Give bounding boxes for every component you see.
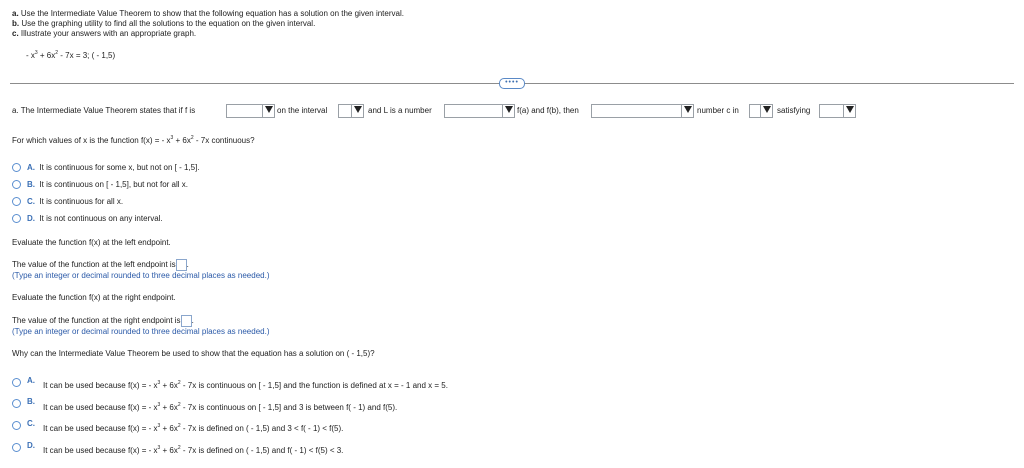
continuity-option-b[interactable]: B. It is continuous on [ - 1,5], but not for all x. [27,180,188,189]
instruction-c-label: c. [12,29,19,38]
left-eval-prompt: Evaluate the function f(x) at the left endpoint. [12,238,171,247]
why-option-b-radio[interactable] [12,399,21,408]
why-option-d[interactable]: It can be used because f(x) = - $x^3 + 6x^2 - 7x$ is defined on ( - 1,5) and f( - 1) < f(5) < 3. [43,445,344,455]
instruction-c [12,29,196,39]
ivt-text-start: a. The Intermediate Value Theorem states that if f is [12,106,196,115]
ivt-text-number-c: number c in [697,106,739,115]
right-endpoint-answer-input[interactable] [181,315,192,327]
continuity-option-c-radio[interactable] [12,197,21,206]
continuity-option-b-radio[interactable] [12,180,21,189]
continuity-option-a[interactable]: A. It is continuous for some x, but not on [ - 1,5]. [27,163,200,172]
why-option-a[interactable]: It can be used because f(x) = - $x^3 + 6x^2 - 7x$ is continuous on [ - 1,5] and the function is defined at x = - 1 and x = 5. [43,380,448,390]
instruction-b-label: b. [12,19,20,28]
ivt-text-on-interval: on the interval [277,106,328,115]
ivt-text-satisfying: satisfying [777,106,811,115]
left-eval-hint: (Type an integer or decimal rounded to three decimal places as needed.) [12,271,270,280]
ivt-dropdown-3[interactable] [444,104,515,118]
continuity-option-a-radio[interactable] [12,163,21,172]
why-option-c-radio[interactable] [12,421,21,430]
ivt-text-and-l: and L is a number [368,106,432,115]
instruction-a-text: Use the Intermediate Value Theorem to show that the following equation has a solution on the given interval. [20,9,404,18]
continuity-option-d-radio[interactable] [12,214,21,223]
why-option-d-radio[interactable] [12,443,21,452]
why-option-a-letter: A. [27,376,35,385]
right-eval-prompt: Evaluate the function f(x) at the right endpoint. [12,293,176,302]
instruction-a-label: a. [12,9,19,18]
chevron-down-icon [763,106,771,113]
instruction-b [12,19,315,29]
instruction-b-text: Use the graphing utility to find all the solutions to the equation on the given interval. [21,19,316,28]
instruction-c-text: Illustrate your answers with an appropriate graph. [20,29,197,38]
continuity-question: For which values of x is the function f(x) = - $x^3 + 6x^2 - 7x$ continuous? [12,135,255,145]
chevron-down-icon [505,106,513,113]
continuity-option-c[interactable]: C. It is continuous for all x. [27,197,124,206]
ivt-dropdown-6[interactable] [819,104,856,118]
why-option-c-letter: C. [27,419,35,428]
ivt-dropdown-4[interactable] [591,104,694,118]
chevron-down-icon [684,106,692,113]
instruction-a [12,9,404,19]
chevron-down-icon [846,106,854,113]
why-question: Why can the Intermediate Value Theorem be used to show that the equation has a solution on ( - 1,5)? [12,349,375,358]
right-eval-answer-row: The value of the function at the right endpoint is . [12,316,194,326]
why-option-b[interactable]: It can be used because f(x) = - $x^3 + 6x^2 - 7x$ is continuous on [ - 1,5] and 3 is between f( - 1) and f(5). [43,402,398,412]
why-option-d-letter: D. [27,441,35,450]
ivt-text-fa-fb: f(a) and f(b), then [517,106,579,115]
why-option-b-letter: B. [27,397,35,406]
chevron-down-icon [354,106,362,113]
why-option-a-radio[interactable] [12,378,21,387]
more-button[interactable]: •••• [499,78,525,89]
left-endpoint-answer-input[interactable] [176,259,187,271]
ivt-dropdown-5[interactable] [749,104,773,118]
ivt-dropdown-1[interactable] [226,104,275,118]
chevron-down-icon [265,106,273,113]
equation: - $x^3 + 6x^2 - 7x = 3$; ( - 1,5) [26,50,116,60]
right-eval-hint: (Type an integer or decimal rounded to three decimal places as needed.) [12,327,270,336]
ivt-dropdown-2[interactable] [338,104,364,118]
why-option-c[interactable]: It can be used because f(x) = - $x^3 + 6x^2 - 7x$ is defined on ( - 1,5) and 3 < f( - 1) < f(5). [43,423,344,433]
continuity-option-d[interactable]: D. It is not continuous on any interval. [27,214,163,223]
left-eval-answer-row: The value of the function at the left endpoint is . [12,260,189,270]
